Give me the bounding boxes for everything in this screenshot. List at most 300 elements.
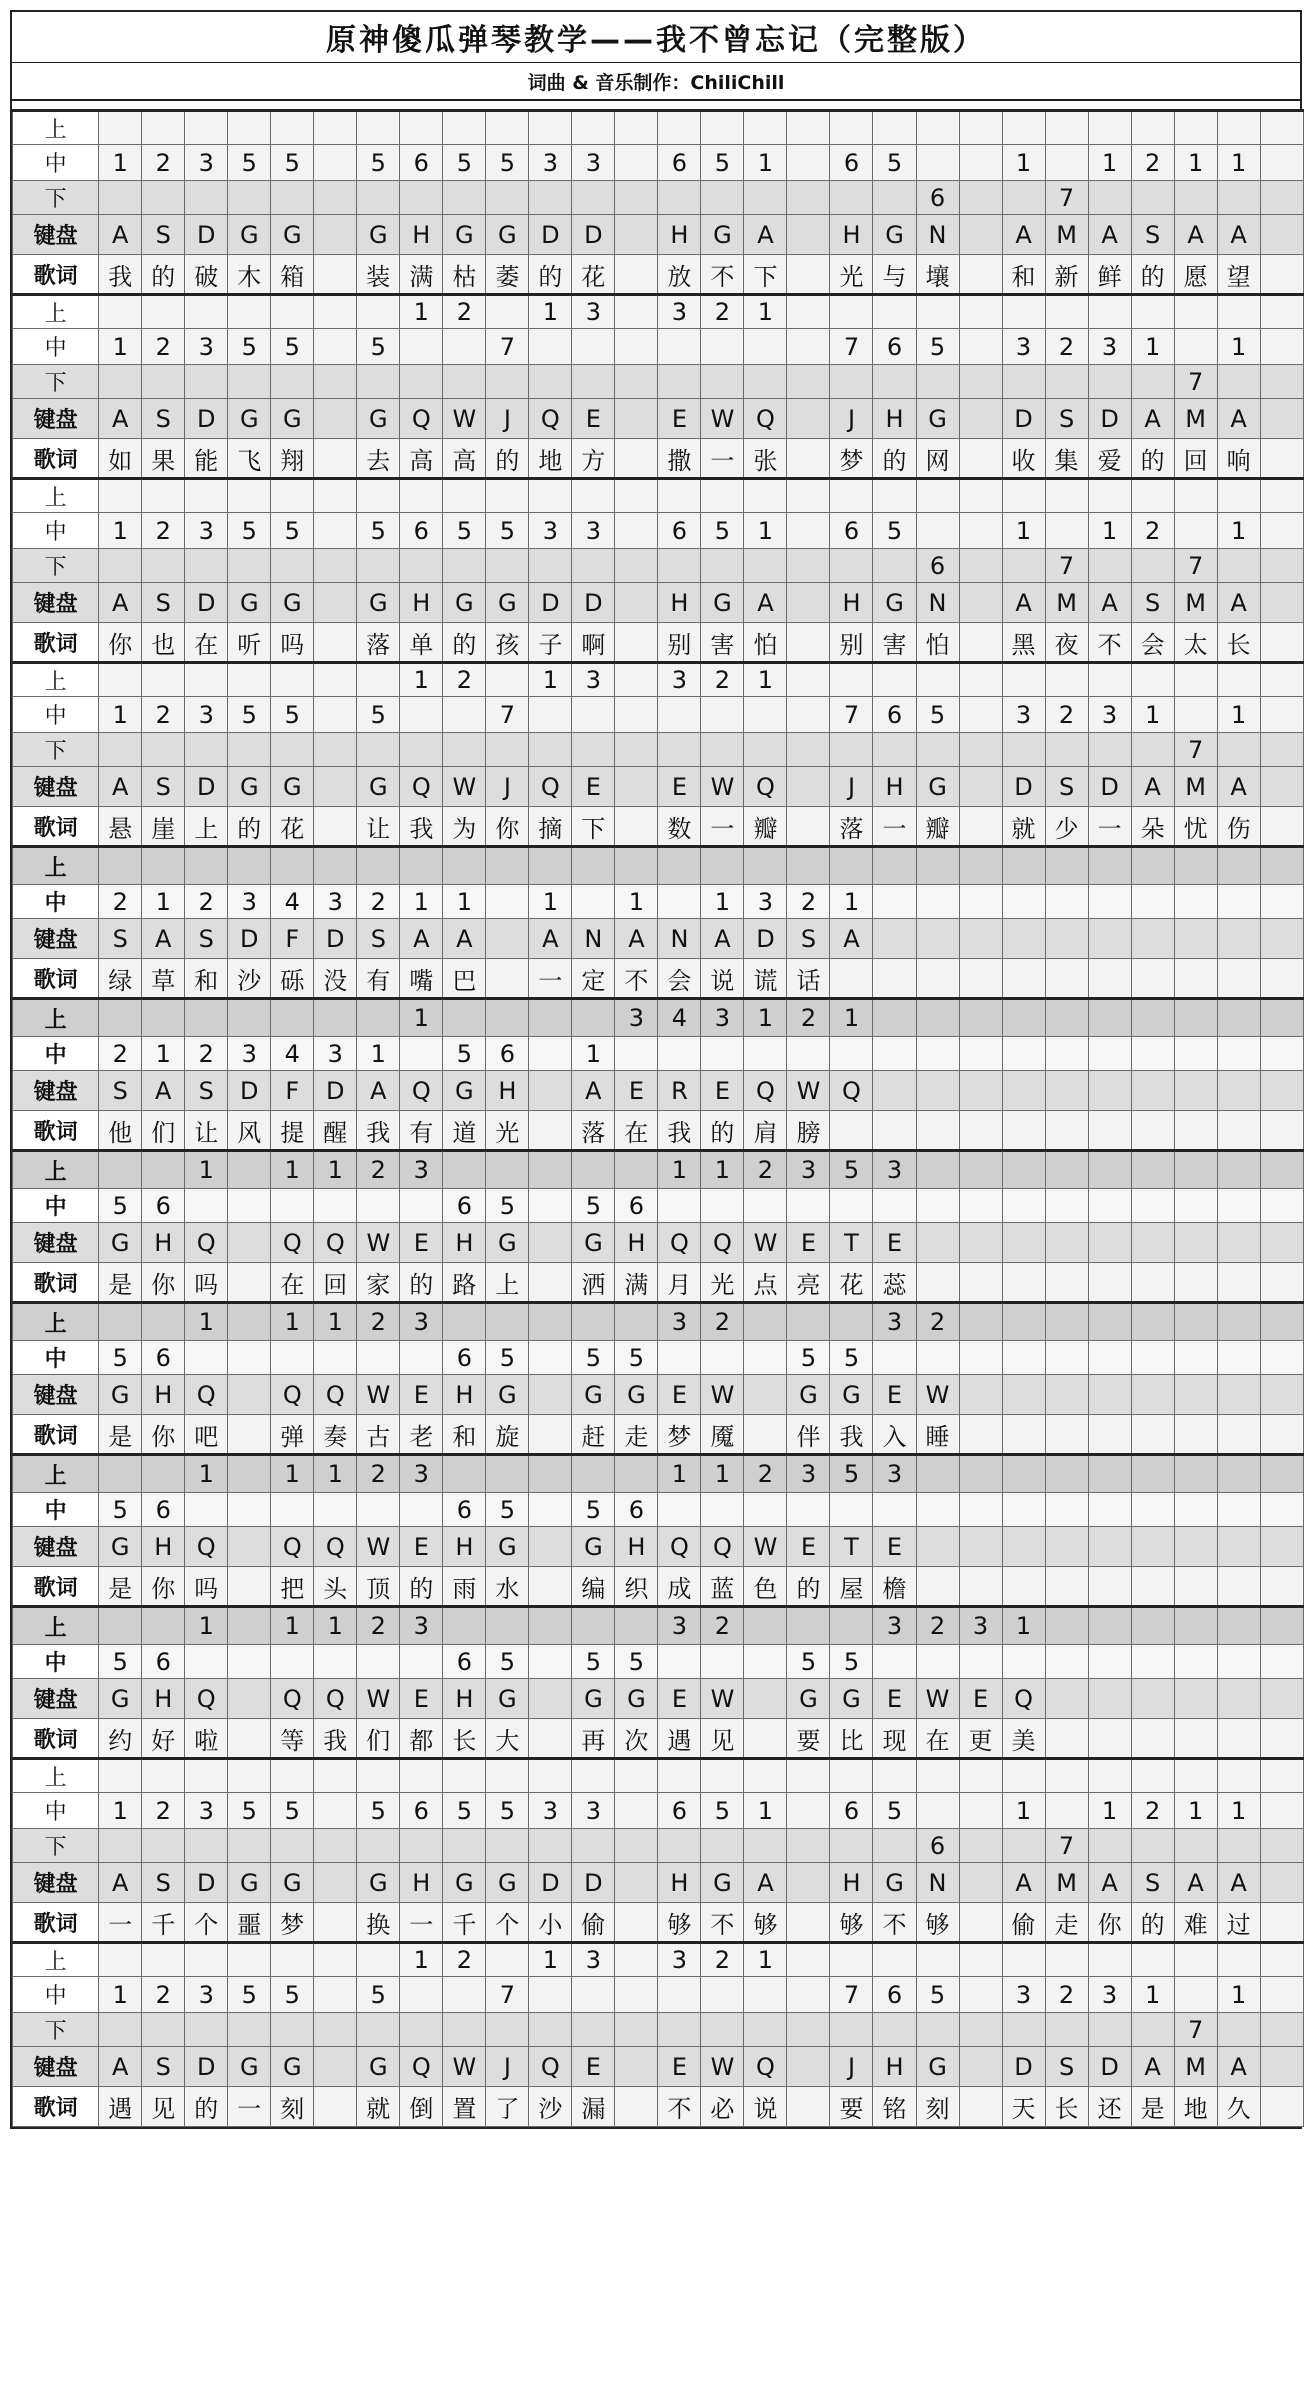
note-cell [314, 999, 357, 1037]
row-lyrics [13, 439, 1304, 479]
note-cell [959, 1645, 1002, 1679]
note-cell [744, 1759, 787, 1793]
note-cell [959, 1977, 1002, 2013]
note-cell [787, 1977, 830, 2013]
note-cell [959, 295, 1002, 329]
note-cell [744, 1977, 787, 2013]
row-middle [13, 145, 1304, 181]
note-cell: 1 [314, 1151, 357, 1189]
lyric-cell [615, 439, 658, 479]
note-cell [271, 1759, 314, 1793]
lyric-cell: 也 [142, 623, 185, 663]
lyric-cell [314, 2087, 357, 2127]
key-cell: A [1088, 583, 1131, 623]
note-cell [142, 1943, 185, 1977]
lyric-cell: 张 [744, 439, 787, 479]
note-cell [959, 2013, 1002, 2047]
note-cell [615, 697, 658, 733]
lyric-cell: 的 [1131, 255, 1174, 295]
note-cell: 3 [400, 1607, 443, 1645]
note-cell [873, 663, 916, 697]
lyric-cell [959, 807, 1002, 847]
note-cell: 3 [873, 1455, 916, 1493]
note-cell [1260, 1977, 1303, 2013]
note-cell: 3 [873, 1151, 916, 1189]
note-cell [787, 1493, 830, 1527]
lyric-cell: 你 [142, 1415, 185, 1455]
note-cell [1045, 1189, 1088, 1223]
row-label-lyrics: 歌词 [13, 1567, 99, 1607]
key-cell: G [486, 215, 529, 255]
note-cell [873, 295, 916, 329]
key-cell: D [572, 583, 615, 623]
lyric-cell: 吗 [185, 1263, 228, 1303]
note-cell: 2 [916, 1303, 959, 1341]
note-cell [658, 1189, 701, 1223]
key-cell [787, 767, 830, 807]
note-cell [1131, 479, 1174, 513]
note-cell: 1 [529, 663, 572, 697]
note-cell: 6 [615, 1189, 658, 1223]
lyric-cell: 木 [228, 255, 271, 295]
note-cell: 6 [142, 1493, 185, 1527]
note-cell: 1 [1217, 513, 1260, 549]
note-cell: 2 [443, 663, 486, 697]
row-keys [13, 1071, 1304, 1111]
lyric-cell: 下 [572, 807, 615, 847]
lyric-cell: 嘴 [400, 959, 443, 999]
row-label-middle: 中 [13, 513, 99, 549]
key-cell: J [830, 767, 873, 807]
note-cell [99, 999, 142, 1037]
key-cell: G [443, 215, 486, 255]
note-cell [357, 1493, 400, 1527]
note-cell [787, 1607, 830, 1645]
note-cell [99, 295, 142, 329]
lyric-cell: 铭 [873, 2087, 916, 2127]
note-cell [701, 1759, 744, 1793]
note-cell: 7 [486, 697, 529, 733]
note-cell [1217, 1607, 1260, 1645]
note-cell [1174, 1037, 1217, 1071]
lyric-cell: 道 [443, 1111, 486, 1151]
note-cell [142, 847, 185, 885]
note-cell [1217, 1829, 1260, 1863]
row-label-upper: 上 [13, 847, 99, 885]
note-cell: 5 [228, 145, 271, 181]
key-cell: G [701, 1863, 744, 1903]
key-cell [959, 919, 1002, 959]
lyric-cell: 巴 [443, 959, 486, 999]
note-cell: 5 [271, 697, 314, 733]
note-cell: 1 [1174, 1793, 1217, 1829]
note-cell [99, 1303, 142, 1341]
note-cell [228, 1303, 271, 1341]
row-middle [13, 1493, 1304, 1527]
note-cell [185, 549, 228, 583]
lyric-cell [959, 2087, 1002, 2127]
note-cell: 1 [1217, 697, 1260, 733]
note-cell [787, 549, 830, 583]
note-cell [400, 111, 443, 145]
note-cell [1174, 1493, 1217, 1527]
row-label-middle: 中 [13, 1341, 99, 1375]
note-cell [142, 999, 185, 1037]
row-upper [13, 111, 1304, 145]
note-cell [959, 181, 1002, 215]
note-cell [99, 847, 142, 885]
key-cell [1260, 919, 1303, 959]
key-cell [1131, 1375, 1174, 1415]
note-cell: 3 [658, 1943, 701, 1977]
key-cell: Q [400, 2047, 443, 2087]
note-cell [357, 847, 400, 885]
key-cell [873, 919, 916, 959]
row-upper [13, 999, 1304, 1037]
row-middle [13, 329, 1304, 365]
note-cell: 6 [916, 181, 959, 215]
note-cell: 3 [185, 1793, 228, 1829]
note-cell [357, 479, 400, 513]
note-cell: 7 [1045, 1829, 1088, 1863]
note-cell [744, 2013, 787, 2047]
note-cell [873, 733, 916, 767]
lyric-cell: 我 [357, 1111, 400, 1151]
note-cell [1002, 295, 1045, 329]
note-cell: 6 [658, 145, 701, 181]
note-cell [314, 329, 357, 365]
note-cell [959, 847, 1002, 885]
note-cell [615, 1977, 658, 2013]
note-cell: 6 [400, 1793, 443, 1829]
note-cell [1174, 885, 1217, 919]
note-cell [228, 365, 271, 399]
lyric-cell [1002, 959, 1045, 999]
note-cell: 5 [357, 1793, 400, 1829]
note-cell: 2 [357, 1455, 400, 1493]
note-cell [1131, 733, 1174, 767]
key-cell [787, 399, 830, 439]
note-cell: 2 [1131, 145, 1174, 181]
note-cell: 5 [443, 1037, 486, 1071]
note-cell: 1 [1002, 513, 1045, 549]
note-cell [658, 733, 701, 767]
row-label-lyrics: 歌词 [13, 255, 99, 295]
key-cell: E [658, 767, 701, 807]
note-cell [916, 365, 959, 399]
lyric-cell [228, 1263, 271, 1303]
note-cell [486, 295, 529, 329]
note-cell [314, 479, 357, 513]
note-cell: 3 [572, 663, 615, 697]
note-cell [486, 111, 529, 145]
note-cell [830, 1189, 873, 1223]
note-cell [830, 549, 873, 583]
note-cell: 5 [873, 145, 916, 181]
lyric-cell: 你 [99, 623, 142, 663]
lyric-cell: 摘 [529, 807, 572, 847]
lyric-cell: 换 [357, 1903, 400, 1943]
key-cell: E [400, 1679, 443, 1719]
row-lyrics [13, 1719, 1304, 1759]
key-cell [1131, 1527, 1174, 1567]
lyric-cell: 见 [701, 1719, 744, 1759]
key-cell: Q [1002, 1679, 1045, 1719]
key-cell [615, 1863, 658, 1903]
note-cell: 7 [486, 1977, 529, 2013]
note-cell: 1 [99, 329, 142, 365]
key-cell [1260, 2047, 1303, 2087]
note-cell [701, 1829, 744, 1863]
note-cell [185, 111, 228, 145]
note-cell [1217, 1189, 1260, 1223]
note-cell: 2 [1131, 513, 1174, 549]
note-cell [142, 365, 185, 399]
note-cell [1260, 999, 1303, 1037]
note-cell: 1 [185, 1607, 228, 1645]
lyric-cell [916, 1263, 959, 1303]
key-cell [1088, 1223, 1131, 1263]
key-cell [529, 1223, 572, 1263]
note-cell [787, 111, 830, 145]
key-cell: D [1002, 767, 1045, 807]
key-cell: S [1131, 215, 1174, 255]
note-cell [572, 1303, 615, 1341]
note-cell [1131, 1645, 1174, 1679]
key-cell: Q [658, 1527, 701, 1567]
key-cell: G [357, 583, 400, 623]
note-cell [185, 1493, 228, 1527]
note-cell [443, 479, 486, 513]
note-cell [916, 1455, 959, 1493]
note-cell [1002, 1645, 1045, 1679]
lyric-cell: 啊 [572, 623, 615, 663]
key-cell: H [400, 215, 443, 255]
key-cell: A [357, 1071, 400, 1111]
note-cell [271, 1493, 314, 1527]
key-cell [1088, 1679, 1131, 1719]
note-cell [615, 663, 658, 697]
lyric-cell [959, 1903, 1002, 1943]
note-cell [228, 1189, 271, 1223]
key-cell: N [916, 583, 959, 623]
key-cell: Q [314, 1375, 357, 1415]
note-cell [873, 847, 916, 885]
lyric-cell [959, 1415, 1002, 1455]
lyric-cell [1260, 807, 1303, 847]
key-cell: A [1002, 1863, 1045, 1903]
note-cell: 5 [873, 513, 916, 549]
row-middle [13, 697, 1304, 733]
key-cell: G [615, 1679, 658, 1719]
note-cell [228, 1607, 271, 1645]
note-cell [1217, 1759, 1260, 1793]
key-cell: A [99, 215, 142, 255]
key-cell: W [701, 1679, 744, 1719]
note-cell: 3 [572, 1943, 615, 1977]
note-cell [1260, 1829, 1303, 1863]
note-cell [357, 1943, 400, 1977]
note-cell [314, 1829, 357, 1863]
lyric-cell [1131, 959, 1174, 999]
lyric-cell [1260, 623, 1303, 663]
note-cell: 5 [99, 1493, 142, 1527]
note-cell [99, 549, 142, 583]
note-cell [1045, 1759, 1088, 1793]
note-cell: 7 [830, 329, 873, 365]
note-cell: 6 [142, 1645, 185, 1679]
lyric-cell: 一 [1088, 807, 1131, 847]
key-cell: Q [529, 767, 572, 807]
lyric-cell: 子 [529, 623, 572, 663]
note-cell [1045, 295, 1088, 329]
note-cell [357, 1645, 400, 1679]
note-cell: 5 [99, 1645, 142, 1679]
lyric-cell [1088, 1567, 1131, 1607]
key-cell: G [701, 215, 744, 255]
key-cell: A [615, 919, 658, 959]
lyric-cell: 大 [486, 1719, 529, 1759]
key-cell: M [1045, 583, 1088, 623]
key-cell: E [572, 2047, 615, 2087]
lyric-cell: 收 [1002, 439, 1045, 479]
note-cell [1131, 1493, 1174, 1527]
row-label-lyrics: 歌词 [13, 623, 99, 663]
note-cell [787, 847, 830, 885]
key-cell: E [400, 1375, 443, 1415]
key-cell: S [99, 919, 142, 959]
key-cell: G [916, 399, 959, 439]
note-cell [1045, 1037, 1088, 1071]
lyric-cell [1131, 1111, 1174, 1151]
key-cell: W [357, 1375, 400, 1415]
key-cell: H [400, 583, 443, 623]
note-cell [271, 1189, 314, 1223]
row-label-keys: 键盘 [13, 583, 99, 623]
row-middle [13, 1977, 1304, 2013]
lyric-cell: 不 [873, 1903, 916, 1943]
note-cell [529, 697, 572, 733]
note-cell [400, 1977, 443, 2013]
note-cell: 3 [787, 1151, 830, 1189]
lyric-cell: 梦 [271, 1903, 314, 1943]
key-cell: D [314, 1071, 357, 1111]
key-cell: S [99, 1071, 142, 1111]
note-cell [529, 1493, 572, 1527]
note-cell [1217, 1455, 1260, 1493]
note-cell: 1 [1217, 1977, 1260, 2013]
key-cell [1002, 1375, 1045, 1415]
note-cell: 1 [701, 1455, 744, 1493]
note-cell [486, 999, 529, 1037]
key-cell: Q [314, 1527, 357, 1567]
note-cell: 5 [486, 1493, 529, 1527]
lyric-cell: 入 [873, 1415, 916, 1455]
note-cell [916, 1645, 959, 1679]
lyric-cell: 的 [529, 255, 572, 295]
lyric-cell: 好 [142, 1719, 185, 1759]
note-cell [400, 1189, 443, 1223]
key-cell: E [873, 1375, 916, 1415]
key-cell [615, 2047, 658, 2087]
note-cell [787, 329, 830, 365]
row-label-upper: 上 [13, 1303, 99, 1341]
note-cell [1217, 1943, 1260, 1977]
note-cell [99, 663, 142, 697]
lyric-cell [1131, 1719, 1174, 1759]
note-cell [228, 111, 271, 145]
note-cell: 1 [185, 1455, 228, 1493]
note-cell [1260, 885, 1303, 919]
note-cell [658, 2013, 701, 2047]
note-cell [959, 145, 1002, 181]
note-cell [830, 733, 873, 767]
key-cell [314, 215, 357, 255]
note-cell [701, 697, 744, 733]
note-cell [529, 1189, 572, 1223]
key-cell [1174, 1375, 1217, 1415]
note-cell [1131, 1037, 1174, 1071]
note-cell [443, 111, 486, 145]
row-label-middle: 中 [13, 1977, 99, 2013]
lyric-cell: 不 [701, 1903, 744, 1943]
note-cell: 1 [99, 1977, 142, 2013]
note-cell [1088, 2013, 1131, 2047]
row-label-upper: 上 [13, 1943, 99, 1977]
lyric-cell: 谎 [744, 959, 787, 999]
row-label-middle: 中 [13, 697, 99, 733]
note-cell: 1 [744, 663, 787, 697]
note-cell [959, 1455, 1002, 1493]
note-cell: 5 [271, 145, 314, 181]
note-cell [185, 1341, 228, 1375]
lyric-cell [1045, 1567, 1088, 1607]
lyric-cell [1260, 1719, 1303, 1759]
key-cell: Q [830, 1071, 873, 1111]
note-cell [744, 111, 787, 145]
lyric-cell: 地 [1174, 2087, 1217, 2127]
note-cell [1088, 1037, 1131, 1071]
lyric-cell: 爱 [1088, 439, 1131, 479]
note-cell [1002, 1341, 1045, 1375]
note-cell [916, 479, 959, 513]
note-cell [787, 479, 830, 513]
key-cell: Q [185, 1527, 228, 1567]
note-cell [1131, 1455, 1174, 1493]
note-cell [959, 1151, 1002, 1189]
note-cell [228, 1493, 271, 1527]
lyric-cell: 怕 [916, 623, 959, 663]
note-cell [615, 1793, 658, 1829]
note-cell: 3 [1002, 697, 1045, 733]
key-cell [529, 1071, 572, 1111]
note-cell: 4 [271, 1037, 314, 1071]
note-cell [1002, 663, 1045, 697]
lyric-cell: 要 [787, 1719, 830, 1759]
key-cell: D [1088, 767, 1131, 807]
lyric-cell: 风 [228, 1111, 271, 1151]
note-cell [787, 1943, 830, 1977]
key-cell: G [572, 1375, 615, 1415]
note-cell: 4 [658, 999, 701, 1037]
note-cell [1045, 847, 1088, 885]
lyric-cell [1002, 1263, 1045, 1303]
lyric-cell [1088, 1263, 1131, 1303]
note-cell [658, 1341, 701, 1375]
note-cell [1174, 1645, 1217, 1679]
note-cell: 3 [1088, 329, 1131, 365]
key-cell: H [142, 1679, 185, 1719]
